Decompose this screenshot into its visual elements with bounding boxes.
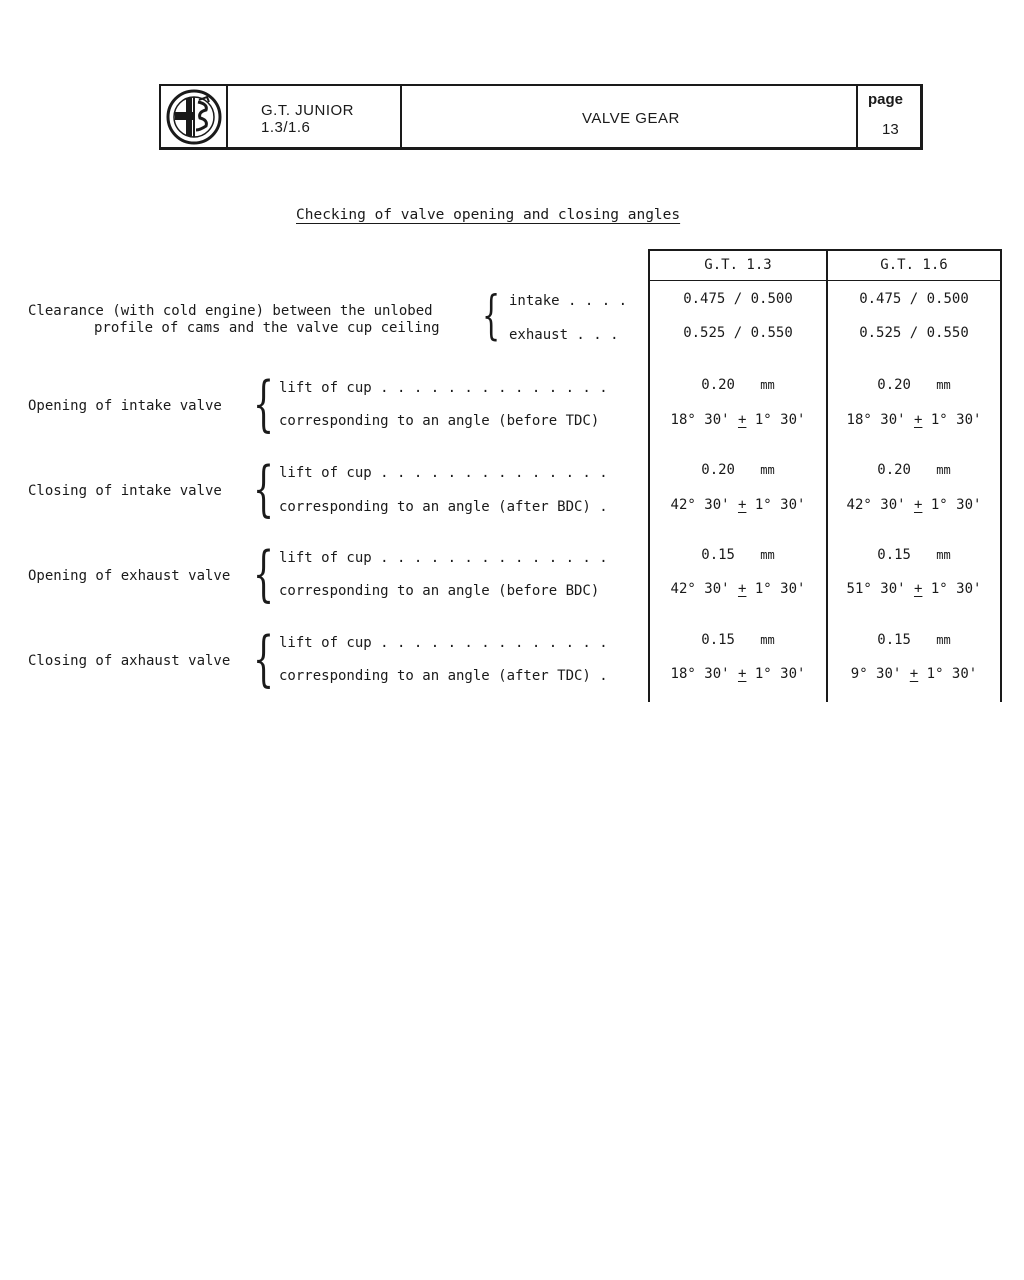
angle-value-gt16: 51° 30' + 1° 30' — [846, 581, 982, 597]
header-border-top — [159, 84, 923, 86]
lift-value-gt16: 0.15 mm — [877, 547, 951, 563]
lift-value-gt13: 0.15 mm — [701, 547, 775, 563]
page-label: page — [868, 91, 904, 108]
header-divider-2 — [400, 84, 402, 150]
table-header-divider — [648, 280, 1002, 281]
group-name-opening-exhaust: Opening of exhaust valve — [28, 568, 231, 584]
angle-value-gt16: 9° 30' + 1° 30' — [850, 666, 978, 682]
lift-value-gt13: 0.20 mm — [701, 377, 775, 393]
header-divider-3 — [856, 84, 858, 150]
lift-value-gt16: 0.20 mm — [877, 377, 951, 393]
group-brace: { — [253, 539, 275, 609]
clearance-brace: { — [482, 286, 501, 346]
lift-label: lift of cup . . . . . . . . . . . . . . — [279, 380, 608, 396]
alfa-romeo-badge-icon — [163, 88, 225, 146]
clearance-label-intake: intake . . . . — [509, 293, 628, 309]
section-title: VALVE GEAR — [582, 110, 680, 127]
table-col-line-3 — [1000, 249, 1002, 702]
group-name-opening-intake: Opening of intake valve — [28, 398, 222, 414]
angle-label: corresponding to an angle (after TDC) . — [279, 668, 608, 684]
group-brace: { — [253, 369, 275, 439]
page-number: 13 — [882, 121, 899, 138]
angle-label: corresponding to an angle (before TDC) — [279, 413, 600, 429]
model-name: G.T. JUNIOR — [261, 102, 355, 119]
group-name-closing-exhaust: Closing of axhaust valve — [28, 653, 231, 669]
clearance-description-line1: Clearance (with cold engine) between the unlobed — [28, 303, 433, 319]
angle-value-gt13: 18° 30' + 1° 30' — [670, 666, 806, 682]
clearance-label-exhaust: exhaust . . . — [509, 327, 619, 343]
group-brace: { — [253, 624, 275, 694]
lift-value-gt16: 0.15 mm — [877, 632, 951, 648]
clearance-intake-gt16: 0.475 / 0.500 — [859, 291, 969, 307]
angle-label: corresponding to an angle (before BDC) — [279, 583, 600, 599]
group-name-closing-intake: Closing of intake valve — [28, 483, 222, 499]
angle-label: corresponding to an angle (after BDC) . — [279, 499, 608, 515]
lift-value-gt13: 0.15 mm — [701, 632, 775, 648]
angle-value-gt13: 42° 30' + 1° 30' — [670, 497, 806, 513]
header-border-bottom — [159, 147, 923, 150]
page-title: Checking of valve opening and closing angles — [296, 207, 681, 223]
lift-label: lift of cup . . . . . . . . . . . . . . — [279, 635, 608, 651]
table-border-top — [648, 249, 1002, 251]
angle-value-gt16: 18° 30' + 1° 30' — [846, 412, 982, 428]
header-border-left — [159, 84, 161, 150]
lift-label: lift of cup . . . . . . . . . . . . . . — [279, 550, 608, 566]
angle-value-gt13: 18° 30' + 1° 30' — [670, 412, 806, 428]
column-header-gt16: G.T. 1.6 — [880, 257, 948, 273]
group-brace: { — [253, 454, 275, 524]
clearance-description-line2: profile of cams and the valve cup ceiling — [94, 320, 440, 336]
clearance-exhaust-gt16: 0.525 / 0.550 — [859, 325, 969, 341]
model-variants: 1.3/1.6 — [261, 119, 311, 136]
column-header-gt13: G.T. 1.3 — [704, 257, 772, 273]
angle-value-gt13: 42° 30' + 1° 30' — [670, 581, 806, 597]
lift-label: lift of cup . . . . . . . . . . . . . . — [279, 465, 608, 481]
lift-value-gt16: 0.20 mm — [877, 462, 951, 478]
lift-value-gt13: 0.20 mm — [701, 462, 775, 478]
angle-value-gt16: 42° 30' + 1° 30' — [846, 497, 982, 513]
header-divider-1 — [226, 84, 228, 150]
clearance-exhaust-gt13: 0.525 / 0.550 — [683, 325, 793, 341]
document-header — [159, 84, 923, 150]
clearance-intake-gt13: 0.475 / 0.500 — [683, 291, 793, 307]
header-border-right — [920, 84, 923, 150]
